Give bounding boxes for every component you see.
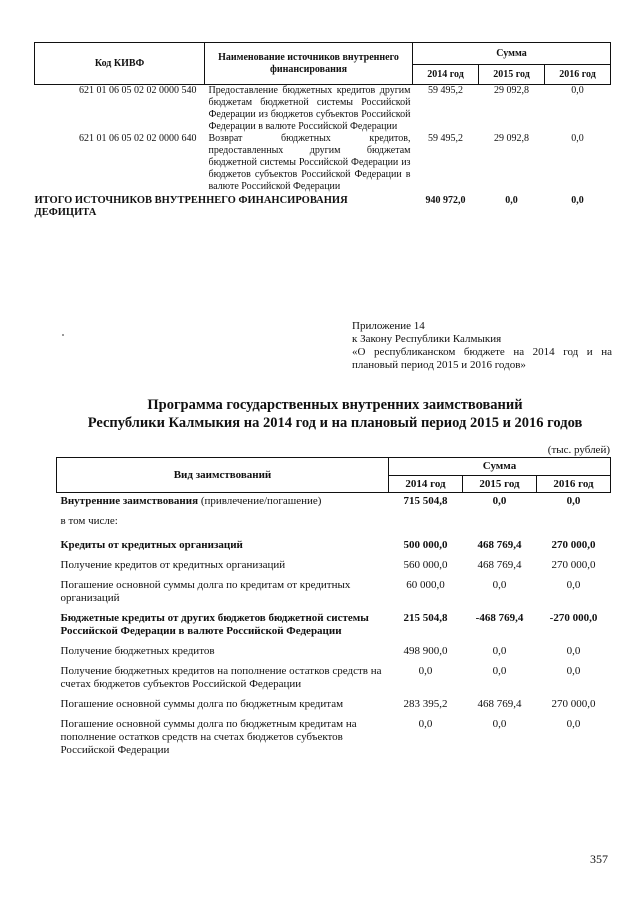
value-2015: 29 092,8	[494, 85, 529, 96]
value-2014: 500 000,0	[403, 539, 448, 551]
value-2016: 0,0	[566, 645, 581, 657]
table-row	[57, 557, 611, 577]
borrowings-table	[56, 457, 611, 762]
value-2014: 283 395,2	[403, 698, 448, 710]
value-2016: 0,0	[566, 665, 581, 677]
value-2015: 468 769,4	[477, 539, 522, 551]
page-title	[40, 396, 630, 432]
borrowing-name: Погашение основной суммы долга по кредитам от кредитных организаций	[60, 579, 351, 604]
value-2016: 270 000,0	[551, 698, 596, 710]
borrowing-name: Кредиты от кредитных организаций	[60, 539, 243, 551]
source-name: Возврат бюджетных кредитов, предоставленных другим бюджетам бюджетной системы Российской Федерации из бюджетов субъектов Российской Федерации в валюте Российской Федерации	[208, 133, 411, 192]
page-number: 357	[590, 852, 608, 866]
table-row	[57, 643, 611, 663]
value-2014: 59 495,2	[428, 85, 463, 96]
appendix-law-name: «О республиканском бюджете на 2014 год и на плановый период 2015 и 2016 годов»	[352, 346, 612, 371]
value-2015: 0,0	[492, 579, 507, 591]
value-2016: 0,0	[566, 718, 581, 730]
internal-borrowings-note: (привлечение/погашение)	[198, 495, 322, 507]
table-row	[57, 663, 611, 696]
value-2016: -270 000,0	[549, 612, 598, 624]
header-source-name: Наименование источников внутреннего финансирования	[205, 43, 413, 85]
title-line-1: Программа государственных внутренних заимствований	[147, 397, 523, 413]
value-2015: 0,0	[492, 495, 507, 507]
header-sum: Сумма	[413, 43, 611, 65]
table-row	[57, 577, 611, 610]
table-row	[57, 537, 611, 557]
value-2014: 215 504,8	[403, 612, 448, 624]
table-row	[57, 696, 611, 716]
value-2015: 0,0	[492, 665, 507, 677]
total-2014: 940 972,0	[425, 195, 466, 206]
borrowing-name: Погашение основной суммы долга по бюджетным кредитам	[60, 698, 344, 710]
header-2014: 2014 год	[389, 476, 463, 493]
total-2015: 0,0	[505, 195, 518, 206]
total-row	[35, 193, 611, 219]
table-row	[35, 133, 611, 193]
borrowing-name: Получение бюджетных кредитов на пополнение остатков средств на счетах бюджетов субъектов Российской Федерации	[60, 665, 382, 690]
table-row	[57, 610, 611, 643]
borrowing-name: Бюджетные кредиты от других бюджетов бюджетной системы Российской Федерации в валюте Российской Федерации	[60, 612, 369, 637]
value-2016: 0,0	[566, 495, 581, 507]
value-2014: 715 504,8	[403, 495, 448, 507]
value-2016: 270 000,0	[551, 559, 596, 571]
table-row	[57, 493, 611, 514]
borrowing-name: Получение бюджетных кредитов	[60, 645, 215, 657]
value-2014: 560 000,0	[403, 559, 448, 571]
header-2015: 2015 год	[463, 476, 537, 493]
value-2015: 0,0	[492, 718, 507, 730]
sources-table	[34, 42, 611, 219]
source-name: Предоставление бюджетных кредитов другим бюджетам бюджетной системы Российской Федерации из бюджетов субъектов Российской Федерации в валюте Российской Федерации	[208, 85, 411, 132]
total-2016: 0,0	[571, 195, 584, 206]
value-2015: 468 769,4	[477, 698, 522, 710]
scan-artifact	[62, 334, 64, 336]
header-borrowing-kind: Вид заимствований	[57, 458, 389, 493]
value-2014: 0,0	[418, 718, 433, 730]
table-row	[57, 716, 611, 762]
appendix-note	[352, 320, 612, 372]
title-line-2: Республики Калмыкия на 2014 год и на плановый период 2015 и 2016 годов	[87, 415, 583, 431]
table-row	[57, 513, 611, 537]
value-2014: 59 495,2	[428, 133, 463, 144]
unit-label: (тыс. рублей)	[547, 444, 610, 456]
value-2016: 270 000,0	[551, 539, 596, 551]
appendix-title: Приложение 14	[352, 320, 425, 332]
header-2016: 2016 год	[537, 476, 611, 493]
header-code: Код КИВФ	[35, 43, 205, 85]
value-2015: 468 769,4	[477, 559, 522, 571]
kivf-code: 621 01 06 05 02 02 0000 540	[79, 85, 197, 96]
value-2016: 0,0	[571, 85, 584, 96]
kivf-code: 621 01 06 05 02 02 0000 640	[79, 133, 197, 144]
header-2014: 2014 год	[413, 65, 479, 85]
value-2015: 0,0	[492, 645, 507, 657]
value-2014: 498 900,0	[403, 645, 448, 657]
internal-borrowings-bold: Внутренние заимствования	[60, 495, 199, 507]
borrowing-name: Получение кредитов от кредитных организаций	[60, 559, 286, 571]
value-2015: -468 769,4	[475, 612, 524, 624]
value-2015: 29 092,8	[494, 133, 529, 144]
value-2014: 60 000,0	[406, 579, 445, 591]
table-row	[35, 85, 611, 134]
value-2014: 0,0	[418, 665, 433, 677]
value-2016: 0,0	[571, 133, 584, 144]
borrowing-name	[57, 493, 389, 514]
borrowing-name: Погашение основной суммы долга по бюджетным кредитам на пополнение остатков средств на счетах бюджетов субъектов Российской Федерации	[60, 718, 357, 756]
appendix-law: к Закону Республики Калмыкия	[352, 333, 502, 345]
total-label: ИТОГО ИСТОЧНИКОВ ВНУТРЕННЕГО ФИНАНСИРОВАНИЯ ДЕФИЦИТА	[34, 195, 348, 218]
header-2016: 2016 год	[545, 65, 611, 85]
including-label: в том числе:	[60, 515, 118, 527]
value-2016: 0,0	[566, 579, 581, 591]
header-2015: 2015 год	[479, 65, 545, 85]
header-sum: Сумма	[389, 458, 611, 476]
